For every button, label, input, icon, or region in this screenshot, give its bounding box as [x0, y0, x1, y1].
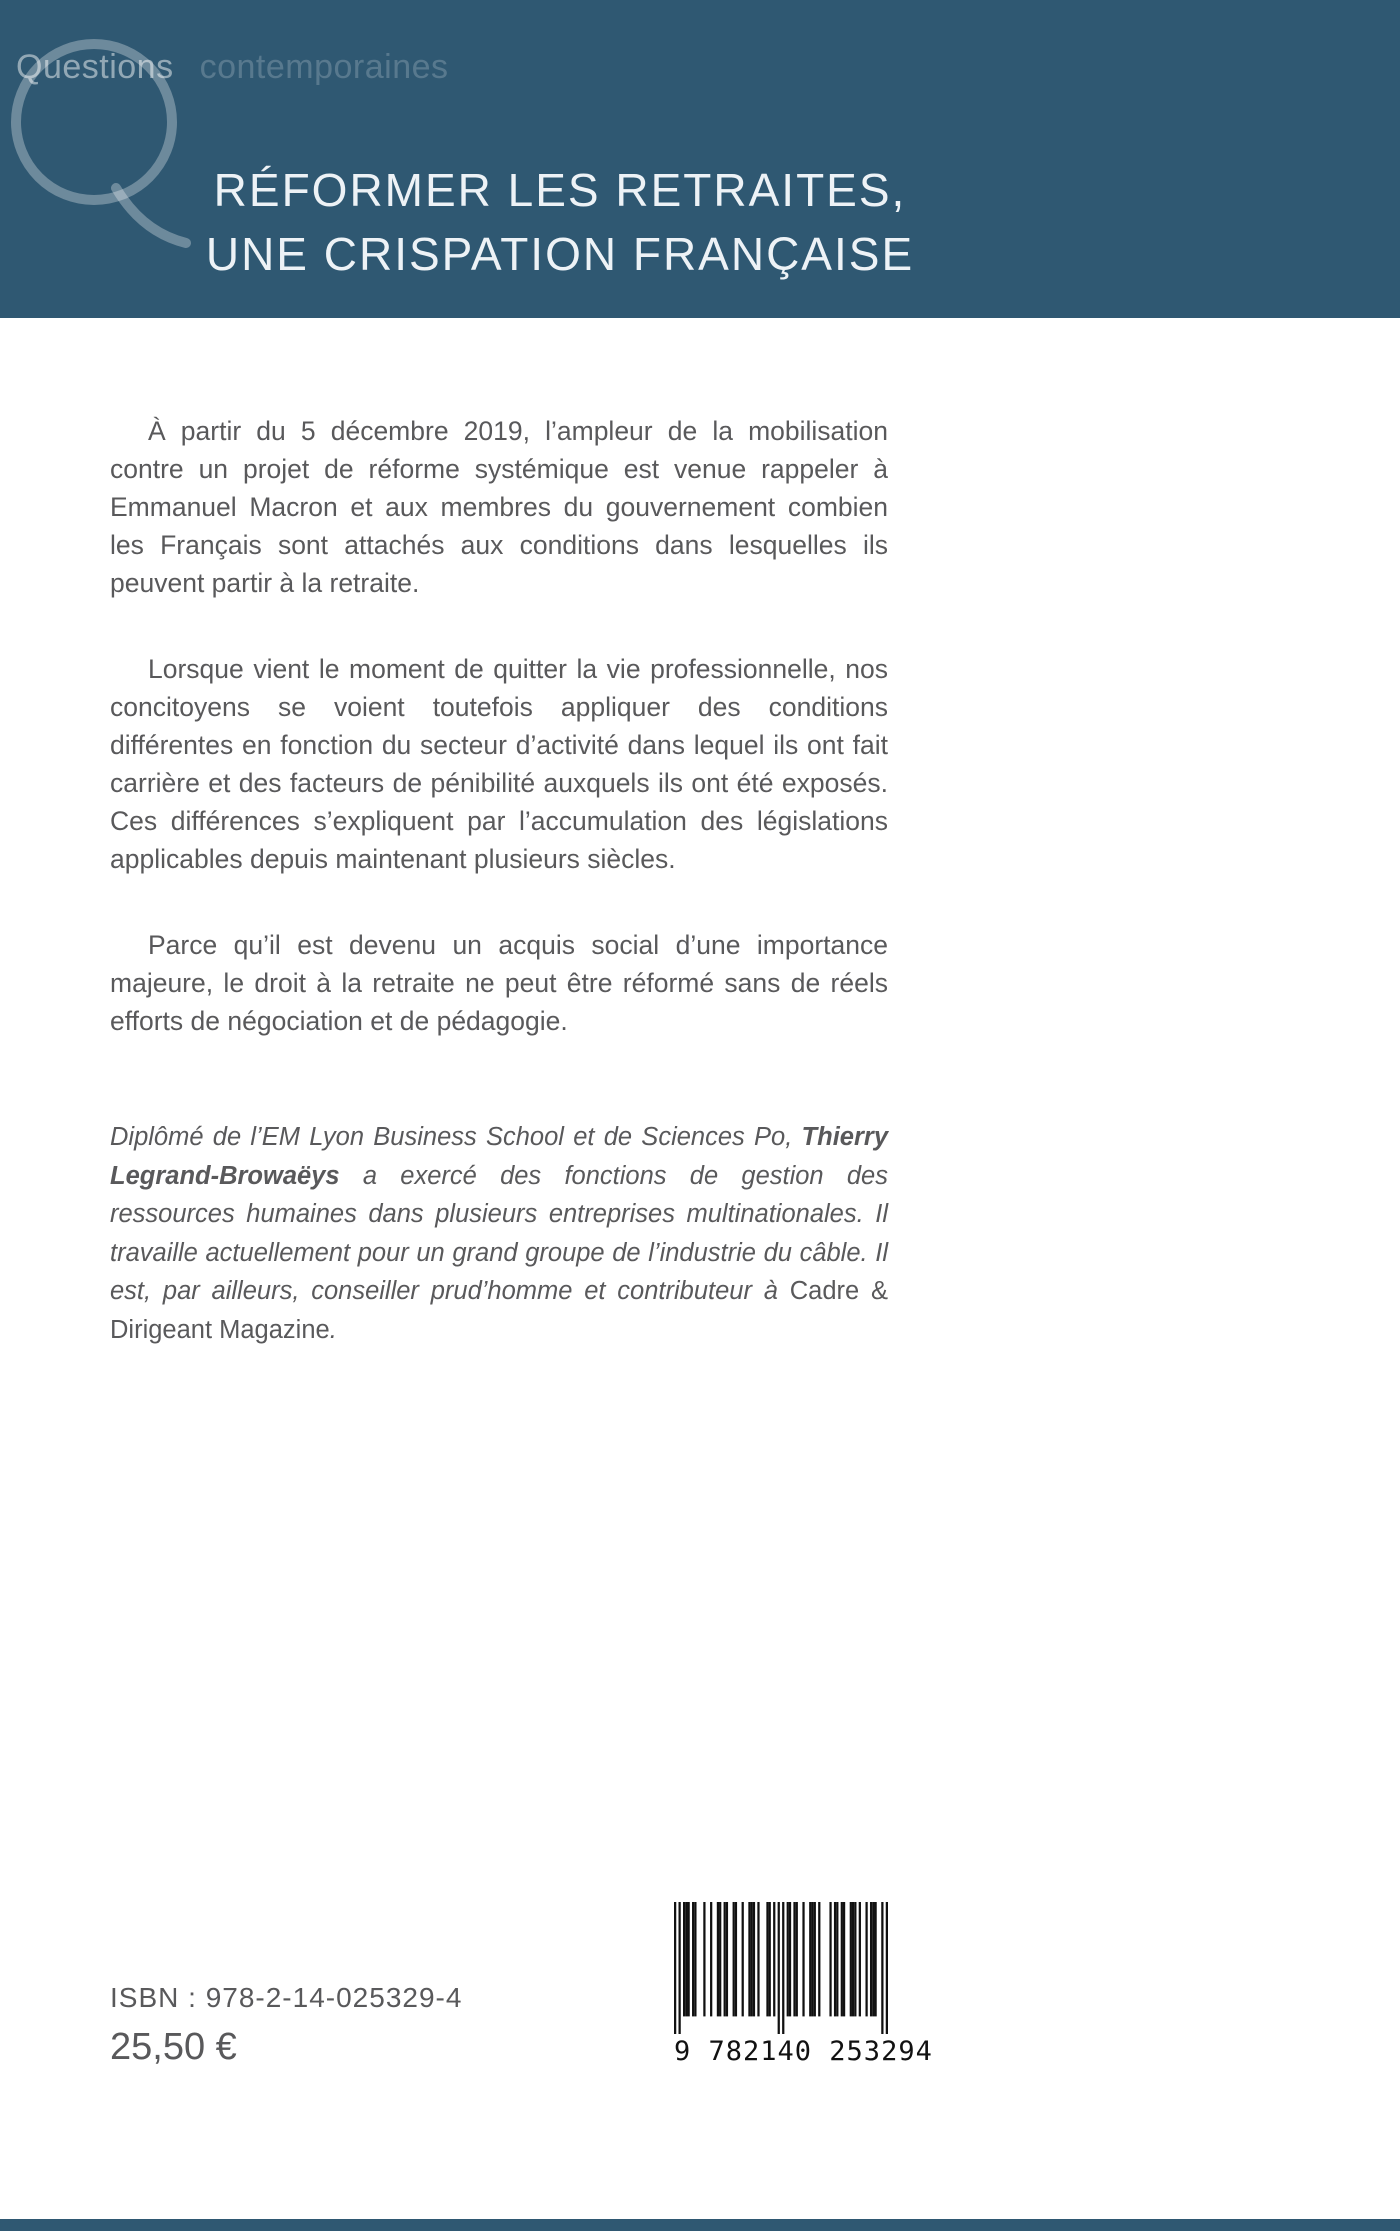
collection-label: [16, 48, 449, 87]
price-text: 25,50 €: [110, 2026, 237, 2068]
blurb-paragraph-2: Lorsque vient le moment de quitter la vie professionnelle, nos concitoyens se voient toutefois appliquer des conditions différentes en fonction du secteur d’activité dans lequel ils ont fait carrière et des facteurs de pénibilité auxquels ils ont été exposés. Ces différences s’expliquent par l’accumulation des législations applicables depuis maintenant plusieurs siècles.: [110, 654, 888, 874]
bottom-accent-bar: [0, 2219, 1400, 2231]
back-cover-blurb: [110, 412, 888, 1088]
author-name: Thierry Legrand-Browaëys: [110, 1123, 888, 1190]
blurb-paragraph-1: À partir du 5 décembre 2019, l’ampleur de la mobilisation contre un projet de réforme systémique est venue rappeler à Emmanuel Macron et aux membres du gouvernement combien les Français sont attachés aux conditions dans lesquelles ils peuvent partir à la retraite.: [110, 416, 888, 598]
blurb-paragraph-3: Parce qu’il est devenu un acquis social d’une importance majeure, le droit à la retraite ne peut être réformé sans de réels efforts de négociation et de pédagogie.: [110, 930, 888, 1036]
isbn-text: ISBN : 978-2-14-025329-4: [110, 1982, 463, 2013]
bio-text-middle: a exercé des fonctions de gestion des ressources humaines dans plusieurs entreprises multinationales. Il travaille actuellement pour un grand groupe de l’industrie du câble. Il est, par ailleurs, conseiller prud’homme et contributeur à: [110, 1161, 888, 1305]
author-bio: [110, 1118, 888, 1349]
title-line-2: UNE CRISPATION FRANÇAISE: [205, 228, 915, 280]
barcode: [674, 1902, 933, 2067]
bio-text-end: .: [329, 1315, 337, 1344]
title-line-1: RÉFORMER LES RETRAITES,: [213, 164, 907, 216]
barcode-digits: 9 782140 253294: [674, 2036, 933, 2067]
collection-word-secondary: contemporaines: [199, 48, 449, 86]
header-band: [0, 0, 1400, 318]
magazine-title: Cadre & Dirigeant Magazine: [110, 1277, 889, 1344]
book-title: [110, 158, 1010, 286]
barcode-bars: [674, 1902, 888, 2034]
collection-word-primary: Questions: [16, 48, 174, 86]
bio-text-lead: Diplômé de l’EM Lyon Business School et de Sciences Po,: [110, 1123, 802, 1151]
